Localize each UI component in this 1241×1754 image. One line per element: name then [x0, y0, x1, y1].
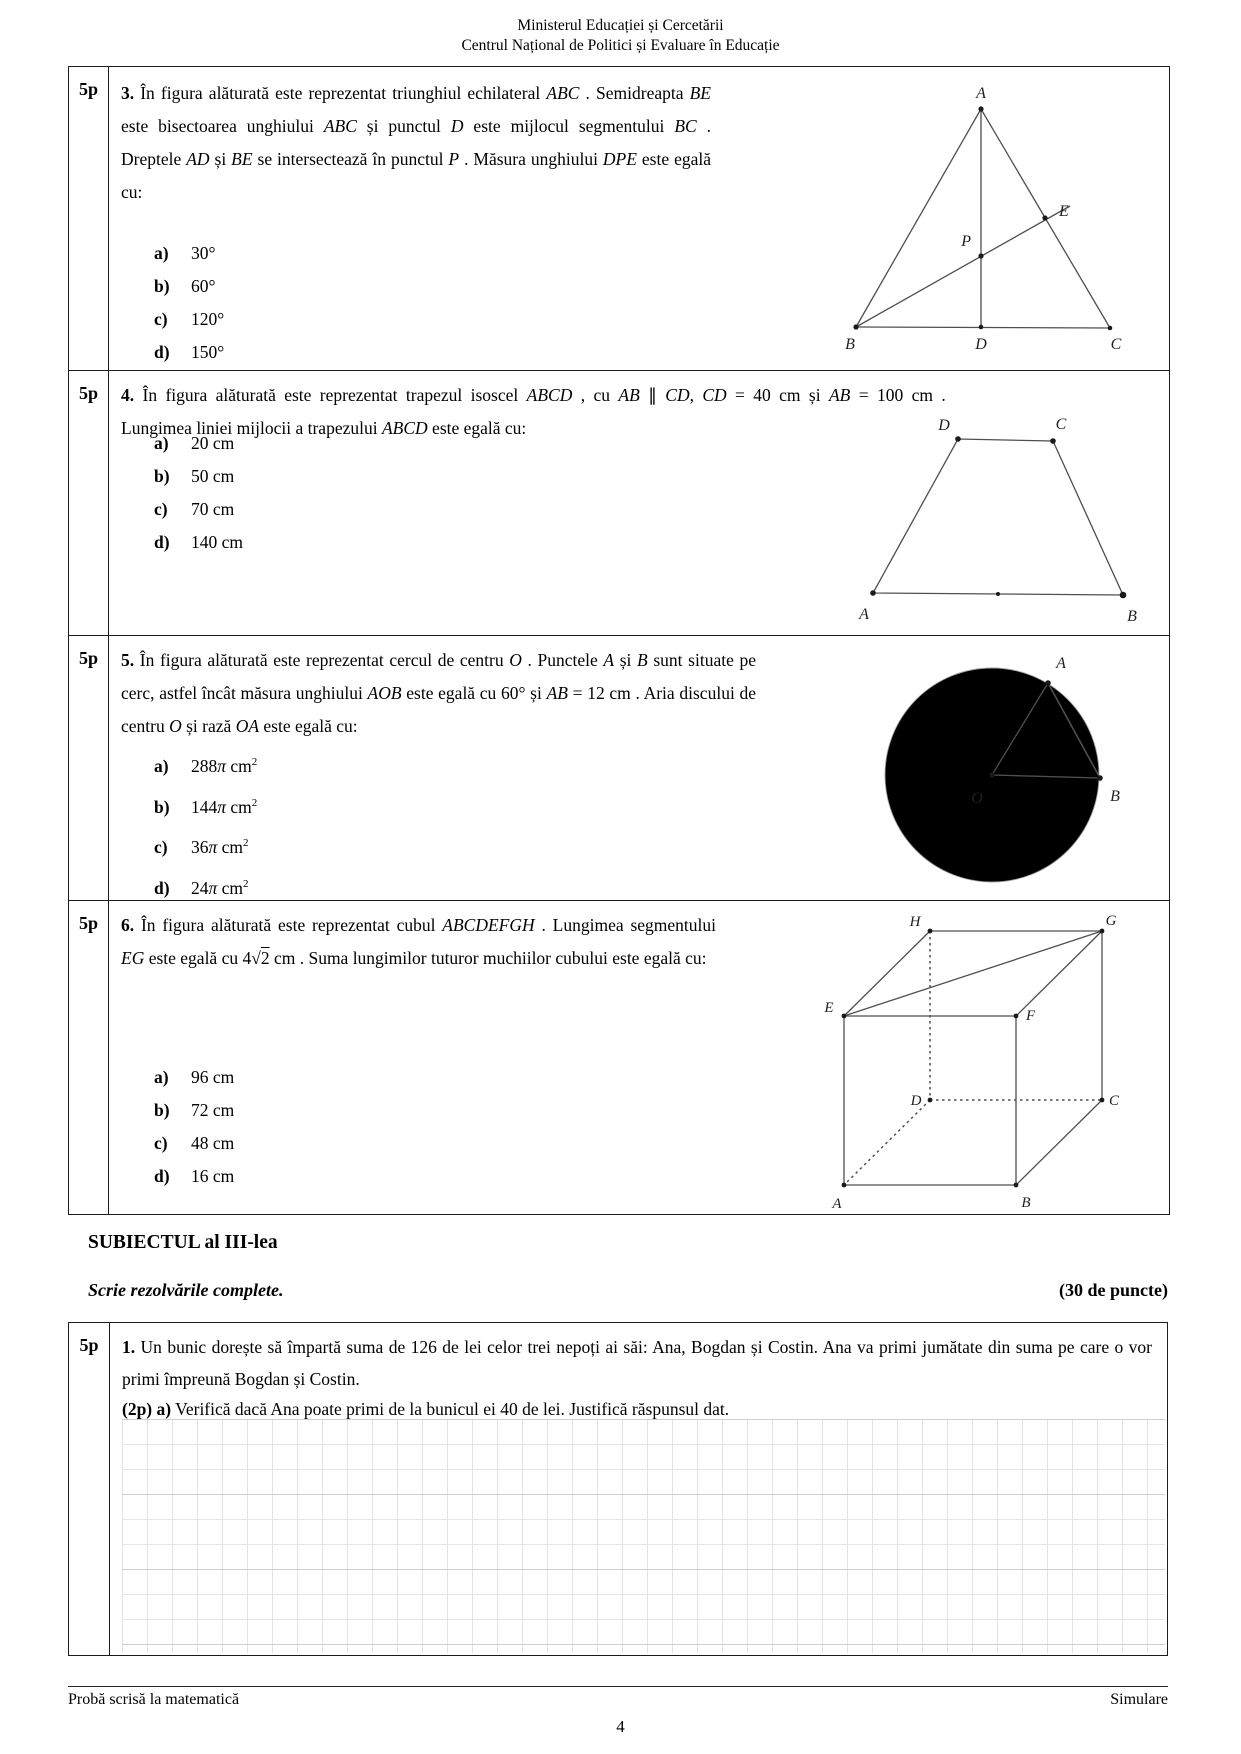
page-number: 4	[616, 1717, 625, 1736]
section-3-q1-content	[109, 1323, 1167, 1655]
answer-value: 288π $cm^2$	[191, 755, 258, 776]
question-5-points: 5p	[69, 636, 109, 900]
section-3-title: SUBIECTUL al III-lea	[88, 1232, 278, 1253]
answer-option: c) 48 cm	[154, 1133, 235, 1153]
question-5-text: 5. În figura alăturată este reprezentat cercul de centru O . Punctele A și B sunt situate pe cerc, astfel încât măsura unghiului AOB este egală cu 60° și AB = 12 cm . Aria discului de centru O și rază OA este egală cu:	[121, 650, 757, 736]
answer-value: 60°	[191, 276, 216, 296]
circle-figure-q5	[865, 650, 1157, 894]
footer-exam-type: Simulare	[1110, 1691, 1168, 1708]
answer-option: b) 72 cm	[154, 1100, 235, 1120]
question-4-points: 5p	[69, 371, 109, 635]
answer-option: d) 150°	[154, 342, 225, 362]
answer-value: 96 cm	[191, 1067, 235, 1087]
question-5-answers	[154, 744, 257, 907]
triangle-figure-q3	[738, 76, 1178, 366]
question-6-text: 6. În figura alăturată este reprezentat cubul ABCDEFGH . Lungimea segmentului EG este egală cu 4√2 cm . Suma lungimilor tuturor muchiilor cubului este egală cu:	[121, 915, 716, 968]
vertex-label-d: D	[938, 417, 950, 434]
answer-value: 24π $cm^2$	[191, 878, 249, 899]
answer-option: a) 96 cm	[154, 1067, 235, 1087]
vertex-label-a: A	[832, 1196, 842, 1212]
answer-value: 140 cm	[191, 532, 244, 552]
answer-option: a) 30°	[154, 243, 216, 263]
vertex-label-f: F	[1026, 1008, 1036, 1024]
answer-option: b) 50 cm	[154, 466, 235, 486]
vertex-label-g: G	[1105, 913, 1117, 929]
vertex-label-d: D	[975, 336, 987, 353]
point-label-p: P	[961, 233, 971, 250]
vertex-label-c: C	[1055, 416, 1067, 433]
vertex-dot-b-blue	[1120, 592, 1127, 599]
section-3-q1-points: 5p	[79, 1335, 99, 1355]
answer-option: d) 16 cm	[154, 1166, 235, 1186]
answer-value: 16 cm	[191, 1166, 235, 1186]
vertex-label-a: A	[859, 606, 869, 623]
answer-option: c) 70 cm	[154, 499, 235, 519]
center-label-o: O	[971, 790, 983, 807]
vertex-label-a: A	[976, 85, 986, 102]
vertex-label-b: B	[1021, 1195, 1031, 1211]
answer-value: 20 cm	[191, 433, 235, 453]
answer-option: b) 144π $cm^2$	[154, 796, 258, 817]
answer-value: 36π $cm^2$	[191, 837, 249, 858]
point-label-a: A	[1056, 655, 1066, 672]
question-3-points: 5p	[69, 67, 109, 370]
question-4-line-2: Lungimea liniei mijlocii a trapezului ABCD este egală cu:	[121, 418, 527, 438]
section-3-instruction: Scrie rezolvările complete.	[88, 1280, 284, 1300]
question-3-answers	[154, 237, 224, 369]
work-grid-area	[122, 1419, 1165, 1653]
answer-option: d) 24π $cm^2$	[154, 878, 249, 899]
trapezoid-figure-q4	[840, 416, 1170, 631]
answer-option: b) 60°	[154, 276, 216, 296]
vertex-label-c: C	[1110, 336, 1122, 353]
answer-option: a) 20 cm	[154, 433, 235, 453]
answer-option: a) 288π $cm^2$	[154, 755, 258, 776]
point-label-e: E	[1059, 203, 1069, 220]
page-header	[0, 16, 1241, 56]
vertex-label-b: B	[845, 336, 855, 353]
question-4-answers	[154, 427, 243, 559]
answer-value: 150°	[191, 342, 225, 362]
section-3-q1-table	[68, 1322, 1168, 1656]
answer-option: c) 120°	[154, 309, 225, 329]
section-3-points: (30 de puncte)	[1059, 1280, 1168, 1300]
answer-value: 120°	[191, 309, 225, 329]
vertex-label-e: E	[824, 1000, 834, 1016]
section-3-q1-statement: 1. Un bunic dorește să împartă suma de 126 de lei celor trei nepoți ai săi: Ana, Bogdan și Costin. Ana va primi jumătate din suma pe care o vor primi împreună Bogdan și Costin.	[122, 1337, 1152, 1389]
answer-value: 144π $cm^2$	[191, 796, 258, 817]
question-4-line-1: 4. În figura alăturată este reprezentat trapezul isoscel ABCD , cu AB ∥ CD, CD = 40 cm și AB = 100 cm .	[121, 385, 946, 405]
footer-divider	[68, 1686, 1168, 1687]
vertex-label-c: C	[1108, 1093, 1120, 1109]
header-line-2: Centrul Național de Politici și Evaluare în Educație	[461, 37, 780, 54]
answer-option: c) 36π $cm^2$	[154, 837, 249, 858]
point-label-b: B	[1110, 788, 1120, 805]
answer-value: 72 cm	[191, 1100, 235, 1120]
vertex-label-d: D	[910, 1093, 922, 1109]
answer-value: 70 cm	[191, 499, 235, 519]
footer-subject: Probă scrisă la matematică	[68, 1691, 240, 1708]
question-6-answers	[154, 1061, 234, 1193]
answer-value: 50 cm	[191, 466, 235, 486]
cube-figure-q6	[820, 898, 1150, 1214]
section-3-q1-item-a: (2p) a) Verifică dacă Ana poate primi de la bunicul ei 40 de lei. Justifică răspunsul dat.	[122, 1399, 730, 1419]
vertex-label-h: H	[909, 914, 921, 930]
answer-option: d) 140 cm	[154, 532, 244, 552]
answer-value: 48 cm	[191, 1133, 235, 1153]
answer-value: 30°	[191, 243, 216, 263]
header-line-1: Ministerul Educației și Cercetării	[517, 17, 724, 34]
question-3-text: 3. În figura alăturată este reprezentat triunghiul echilateral ABC . Semidreapta BE este bisectoarea unghiului ABC și punctul D este mijlocul segmentului BC . Dreptele AD și BE se intersectează în punctul P . Măsura unghiului DPE este egală cu:	[121, 83, 712, 202]
vertex-label-b: B	[1127, 608, 1137, 625]
question-6-points: 5p	[69, 901, 109, 1214]
